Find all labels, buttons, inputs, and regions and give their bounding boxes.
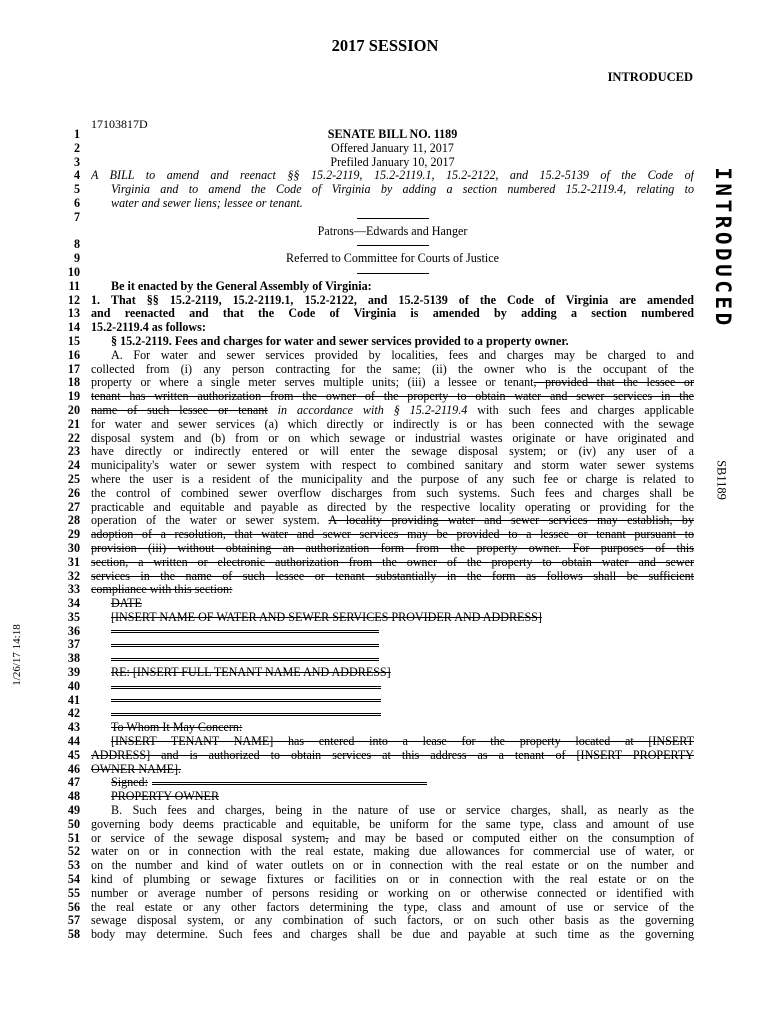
- blank-line: [111, 686, 381, 689]
- line-11: 11 Be it enacted by the General Assembly of Virginia:: [0, 280, 770, 294]
- line-29: 29 adoption of a resolution, that water and sewer services may be provided to a lessee or tenant pursuant to: [67, 527, 694, 542]
- line-14: 14 15.2-2119.4 as follows:: [0, 321, 770, 335]
- separator-rule: [357, 273, 429, 274]
- section-heading: § 15.2-2119. Fees and charges for water and sewer services provided to a property owner.: [111, 334, 569, 348]
- stricken-text: OWNER NAME].: [91, 762, 182, 776]
- stricken-text: ADDRESS] and is authorized to obtain services at this address as a tenant of [INSERT PROPERTY: [91, 748, 694, 762]
- blank-line: [111, 699, 381, 702]
- body-line: B. Such fees and charges, being in the nature of use or service charges, shall, as nearly as the: [111, 804, 694, 818]
- line-37: 37: [0, 638, 770, 652]
- stricken-text: RE: [INSERT FULL TENANT NAME AND ADDRESS]: [111, 666, 391, 680]
- blank-line: [111, 644, 379, 647]
- body-line: governing body deems practicable and equitable, be uniform for the same type, class and amount of use: [91, 817, 694, 831]
- body-line: name of such lessee or tenant in accordance with § 15.2-2119.4 with such fees and charges applicable: [91, 403, 694, 417]
- body-line: property or where a single meter serves multiple units; (iii) a lessee or tenant, provided that the lessee or: [91, 376, 694, 390]
- blank-line: [111, 630, 379, 633]
- stricken-text: adoption of a resolution, that water and sewer services may be provided to a lessee or tenant pursuant to: [91, 528, 694, 542]
- inserted-text: in accordance with § 15.2-2119.4: [267, 403, 468, 417]
- body-line: A. For water and sewer services provided by localities, fees and charges may be charged to and: [111, 348, 694, 362]
- line-24: 24 municipality's water or sewer system with respect to combined sanitary and storm water sewer systems: [67, 458, 694, 473]
- line-5: 5 Virginia and to amend the Code of Virginia by adding a section numbered 15.2-2119.4, relating to: [73, 182, 694, 197]
- stricken-text: DATE: [111, 597, 142, 611]
- line-16: 16 A. For water and sewer services provided by localities, fees and charges may be charged to and: [67, 347, 694, 362]
- body-line: and reenacted and that the Code of Virginia is amended by adding a section numbered: [91, 307, 694, 321]
- line-49: 49 B. Such fees and charges, being in the nature of use or service charges, shall, as nearly as the: [67, 803, 694, 818]
- line-13: 13 and reenacted and that the Code of Virginia is amended by adding a section numbered: [67, 306, 694, 321]
- line-6: 6 water and sewer liens; lessee or tenant.: [0, 197, 770, 211]
- line-41: 41: [0, 694, 770, 708]
- line-33: 33 compliance with this section:: [0, 583, 770, 597]
- line-8: 8: [0, 238, 770, 252]
- body-line: practicable and equitable and payable as directed by the respective locality operating or providing for the: [91, 500, 694, 514]
- line-9: 9 Referred to Committee for Courts of Justice: [0, 252, 770, 266]
- line-55: 55 number or average number of persons residing or working on or otherwise connected or identified with: [67, 885, 694, 900]
- body-line: 1. That §§ 15.2-2119, 15.2-2119.1, 15.2-2122, and 15.2-5139 of the Code of Virginia are amended: [91, 293, 694, 307]
- stricken-text: services in the name of such lessee or tenant substantially in the form as follows shall be sufficient: [91, 569, 694, 583]
- line-21: 21 for water and sewer services (a) which directly or indirectly is or has been connected with the sewage: [67, 416, 694, 431]
- line-20: 20 name of such lessee or tenant in accordance with § 15.2-2119.4 with such fees and charges applicable: [67, 402, 694, 417]
- body-line: kind of plumbing or sewage fixtures or facilities on or in connection with the real estate or on the: [91, 873, 694, 887]
- blank-line: [111, 658, 379, 661]
- line-45: 45 ADDRESS] and is authorized to obtain services at this address as a tenant of [INSERT PROPERTY: [67, 747, 694, 762]
- line-patrons: [0, 225, 770, 239]
- stricken-text: section, a written or electronic authorization from the owner of the property to obtain water and sewer: [91, 555, 694, 569]
- line-42: 42: [0, 707, 770, 721]
- line-44: 44 [INSERT TENANT NAME] has entered into a lease for the property located at [INSERT: [67, 734, 694, 749]
- line-50: 50 governing body deems practicable and equitable, be uniform for the same type, class and amount of use: [67, 816, 694, 831]
- line-40: 40: [0, 680, 770, 694]
- line-28: 28 operation of the water or sewer system. A locality providing water and sewer services may establish, by: [67, 513, 694, 528]
- line-18: 18 property or where a single meter serves multiple units; (iii) a lessee or tenant, provided that the lessee or: [67, 375, 694, 390]
- line-56: 56 the real estate or any other factors determining the type, class and amount of use or service of the: [67, 899, 694, 914]
- line-43: 43 To Whom It May Concern:: [0, 721, 770, 735]
- line-4: 4 A BILL to amend and reenact §§ 15.2-2119, 15.2-2119.1, 15.2-2122, and 15.2-5139 of the Code of: [73, 168, 694, 183]
- separator-rule: [357, 245, 429, 246]
- line-12: 12 1. That §§ 15.2-2119, 15.2-2119.1, 15.2-2122, and 15.2-5139 of the Code of Virginia are amended: [67, 292, 694, 307]
- line-47: 47 Signed:: [0, 776, 770, 790]
- line-15: 15 § 15.2-2119. Fees and charges for water and sewer services provided to a property owner.: [0, 335, 770, 349]
- body-line: sewage disposal system, or any combination of such factors, or on such other basis as the governing: [91, 914, 694, 928]
- line-32: 32 services in the name of such lessee or tenant substantially in the form as follows shall be sufficient: [67, 568, 694, 583]
- stricken-text: provision (iii) without obtaining an authorization form from the property owner. For purposes of this: [91, 541, 694, 555]
- stricken-text: tenant has written authorization from the owner of the property to obtain water and sewer services in the: [91, 390, 694, 404]
- referred-to: Referred to Committee for Courts of Justice: [286, 252, 499, 266]
- body-line: disposal system and (b) from or on which sewage or industrial wastes originate or have originated and: [91, 431, 694, 445]
- bill-summary-line: A BILL to amend and reenact §§ 15.2-2119, 15.2-2119.1, 15.2-2122, and 15.2-5139 of the Code of: [91, 169, 694, 183]
- prefiled-date: Prefiled January 10, 2017: [330, 155, 455, 169]
- side-introduced-text: INTRODUCED: [711, 167, 735, 329]
- line-34: 34 DATE: [0, 597, 770, 611]
- bill-title: SENATE BILL NO. 1189: [327, 128, 458, 141]
- stricken-text: A locality providing water and sewer services may establish, by: [328, 514, 694, 528]
- line-23: 23 have directly or indirectly entered or will enter the sewage disposal system; or (iv) any user of a: [67, 444, 694, 459]
- patrons: Patrons—Edwards and Hanger: [317, 224, 468, 238]
- line-26: 26 the control of combined sewer overflow discharges from such systems. Such fees and charges shall be: [67, 485, 694, 500]
- lr-number: 17103817D: [91, 117, 148, 131]
- stricken-text: [INSERT TENANT NAME] has entered into a lease for the property located at [INSERT: [111, 735, 694, 749]
- line-46: 46 OWNER NAME].: [0, 763, 770, 777]
- stricken-text: Signed:: [111, 776, 148, 790]
- line-57: 57 sewage disposal system, or any combination of such factors, or on such other basis as the governing: [67, 913, 694, 928]
- side-bill-code-text: SB1189: [714, 460, 729, 500]
- line-19: 19 tenant has written authorization from the owner of the property to obtain water and sewer services in the: [67, 389, 694, 404]
- enacting-clause: Be it enacted by the General Assembly of Virginia:: [111, 279, 372, 293]
- line-58: 58 body may determine. Such fees and charges shall be due and payable at such time as the governing: [67, 927, 694, 942]
- line-39: 39 RE: [INSERT FULL TENANT NAME AND ADDRESS]: [0, 666, 770, 680]
- line-7: 7: [0, 211, 770, 225]
- stricken-text: name of such lessee or tenant: [91, 403, 268, 417]
- line-36: 36: [0, 625, 770, 639]
- body-line: the real estate or any other factors determining the type, class and amount of use or service of the: [91, 900, 694, 914]
- line-54: 54 kind of plumbing or sewage fixtures or facilities on or in connection with the real estate or on the: [67, 872, 694, 887]
- bill-summary-line: Virginia and to amend the Code of Virginia by adding a section numbered 15.2-2119.4, relating to: [111, 183, 694, 197]
- line-1: 1 SENATE BILL NO. 1189: [0, 128, 770, 142]
- bill-text: [0, 128, 770, 942]
- line-35: 35 [INSERT NAME OF WATER AND SEWER SERVICES PROVIDER AND ADDRESS]: [0, 611, 770, 625]
- body-line: 15.2-2119.4 as follows:: [91, 321, 206, 335]
- status-label: INTRODUCED: [607, 70, 693, 84]
- signature-line: [152, 782, 427, 785]
- body-line: collected from (i) any person contracting for the same; (ii) the owner who is the occupant of the: [91, 362, 694, 376]
- line-31: 31 section, a written or electronic authorization from the owner of the property to obtain water and sewer: [67, 554, 694, 569]
- line-53: 53 on the number and kind of water outlets on or in connection with the real estate or on the number and: [67, 858, 694, 873]
- offered-date: Offered January 11, 2017: [331, 141, 454, 155]
- stricken-text: ,: [325, 831, 329, 845]
- body-line: for water and sewer services (a) which directly or indirectly is or has been connected with the sewage: [91, 417, 694, 431]
- session-heading: 2017 SESSION: [331, 36, 439, 55]
- body-line: body may determine. Such fees and charges shall be due and payable at such time as the governing: [91, 928, 694, 942]
- separator-rule: [357, 218, 429, 219]
- body-line: have directly or indirectly entered or will enter the sewage disposal system; or (iv) any user of a: [91, 445, 694, 459]
- line-52: 52 water on or in connection with the real estate, making due allowances for commercial use of water, or: [67, 844, 694, 859]
- line-10: 10: [0, 266, 770, 280]
- body-line: municipality's water or sewer system with respect to combined sanitary and storm water sewer systems: [91, 459, 694, 473]
- bill-summary-line: water and sewer liens; lessee or tenant.: [111, 196, 303, 210]
- blank-line: [111, 713, 381, 716]
- body-line: operation of the water or sewer system. A locality providing water and sewer services may establish, by: [91, 514, 694, 528]
- body-line: water on or in connection with the real estate, making due allowances for commercial use of water, or: [91, 845, 694, 859]
- line-25: 25 where the user is a resident of the municipality and the purpose of any such fee or charge is related to: [67, 471, 694, 486]
- line-48: 48 PROPERTY OWNER: [0, 790, 770, 804]
- body-line: the control of combined sewer overflow discharges from such systems. Such fees and charges shall be: [91, 486, 694, 500]
- stricken-text: , provided that the lessee or: [533, 376, 694, 390]
- stricken-text: PROPERTY OWNER: [111, 790, 220, 804]
- stricken-text: compliance with this section:: [91, 583, 233, 597]
- line-27: 27 practicable and equitable and payable as directed by the respective locality operating or providing for the: [67, 499, 694, 514]
- body-line: number or average number of persons residing or working on or otherwise connected or identified with: [91, 886, 694, 900]
- line-3: 3 Prefiled January 10, 2017: [0, 156, 770, 170]
- line-22: 22 disposal system and (b) from or on which sewage or industrial wastes originate or have originated and: [67, 430, 694, 445]
- body-line: where the user is a resident of the municipality and the purpose of any such fee or charge is related to: [91, 472, 694, 486]
- side-print-date-text: 1/26/17 14:18: [11, 624, 23, 686]
- line-38: 38: [0, 652, 770, 666]
- body-line: on the number and kind of water outlets on or in connection with the real estate or on the number and: [91, 859, 694, 873]
- stricken-text: [INSERT NAME OF WATER AND SEWER SERVICES PROVIDER AND ADDRESS]: [111, 610, 542, 624]
- body-line: or service of the sewage disposal system, and may be based or computed either on the consumption of: [91, 831, 694, 845]
- line-17: 17 collected from (i) any person contracting for the same; (ii) the owner who is the occupant of the: [67, 361, 694, 376]
- stricken-text: To Whom It May Concern:: [111, 721, 243, 735]
- line-2: 2 Offered January 11, 2017: [0, 142, 770, 156]
- line-30: 30 provision (iii) without obtaining an authorization form from the property owner. For purposes of this: [67, 540, 694, 555]
- line-51: 51 or service of the sewage disposal system, and may be based or computed either on the consumption of: [67, 830, 694, 845]
